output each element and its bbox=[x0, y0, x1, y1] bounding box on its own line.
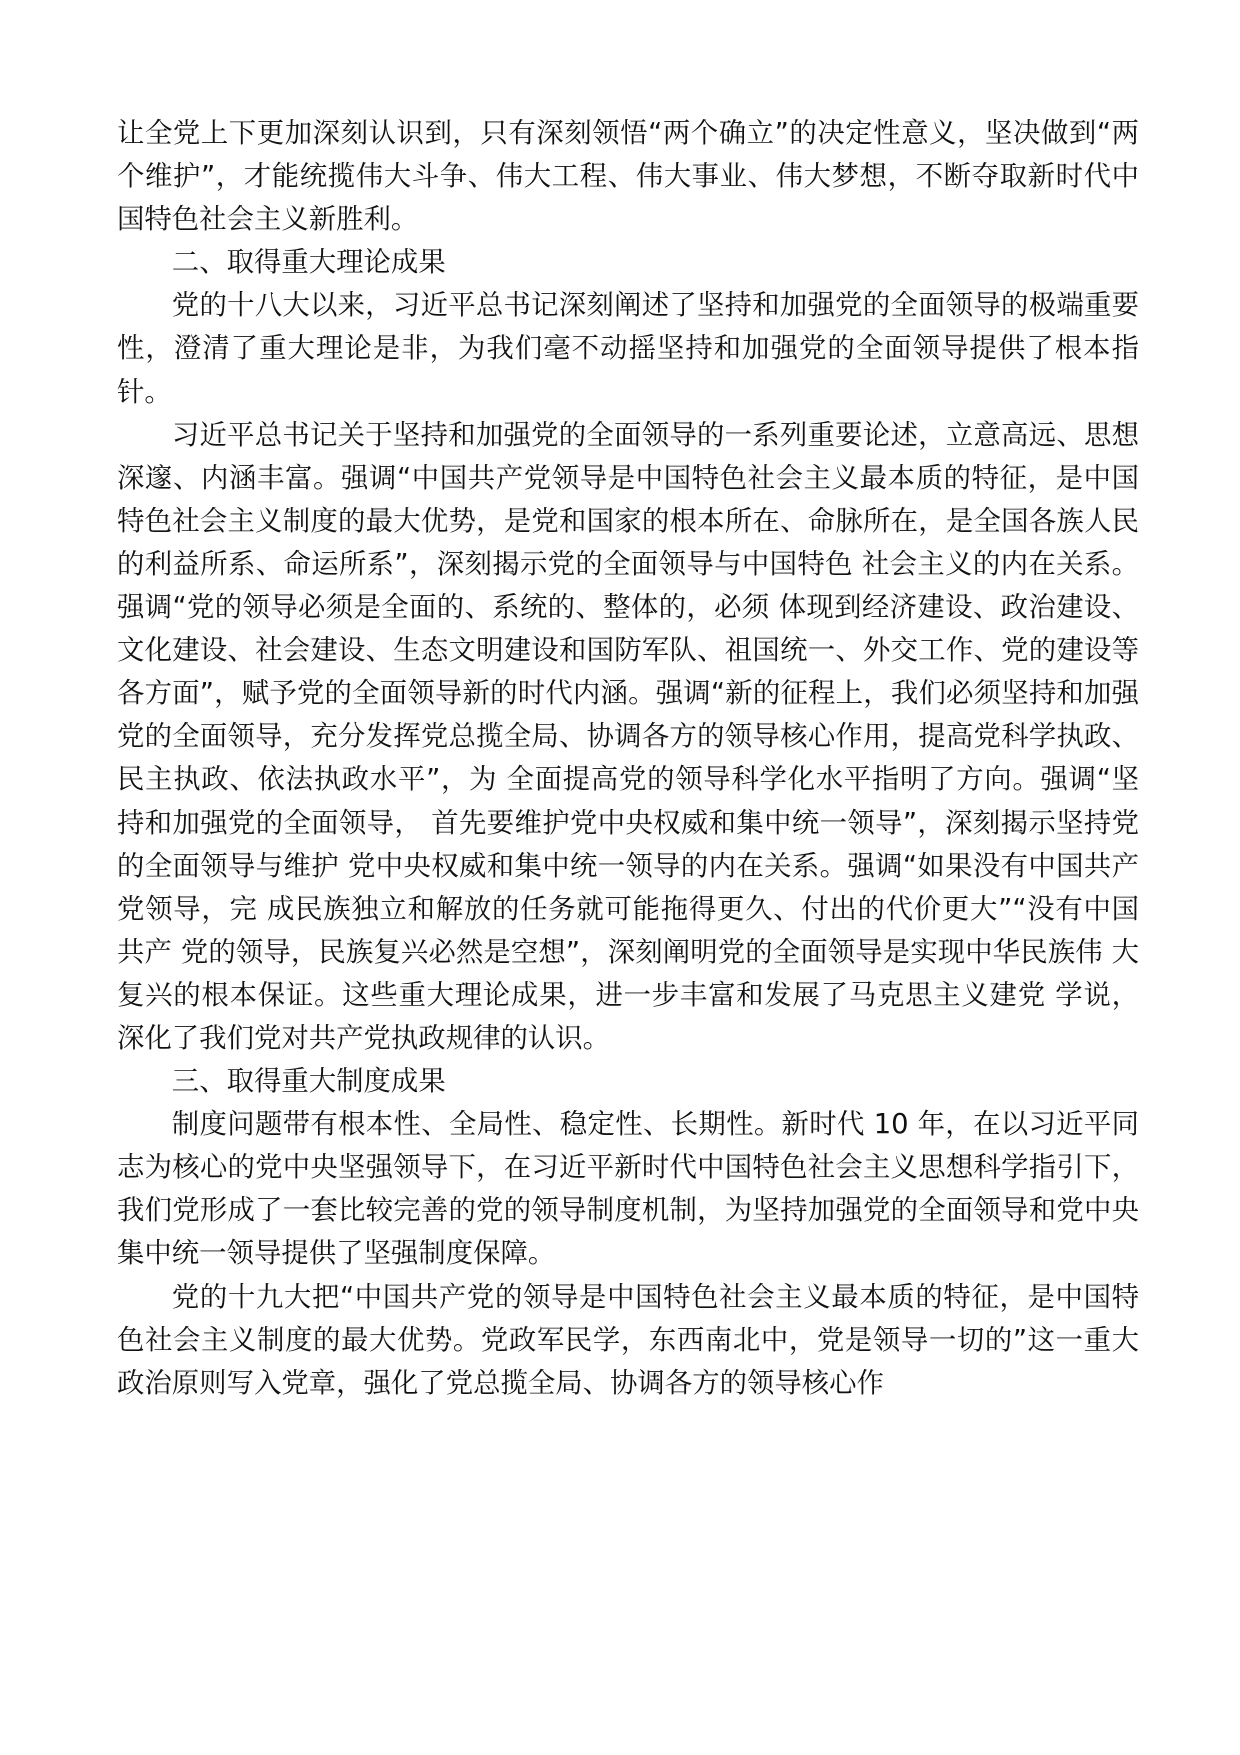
document-body bbox=[117, 112, 1139, 1405]
section-heading-theory: 二、取得重大理论成果 bbox=[171, 247, 446, 279]
paragraph: 党的十八大以来，习近平总书记深刻阐述了坚持和加强党的全面领导的极端重要性，澄清了重大理论是非，为我们毫不动摇坚持和加强党的全面领导提供了根本指针。 bbox=[117, 290, 1139, 408]
paragraph: 习近平总书记关于坚持和加强党的全面领导的一系列重要论述，立意高远、思想深邃、内涵丰富。强调“中国共产党领导是中国特色社会主义最本质的特征，是中国特色社会主义制度的最大优势，是党和国家的根本所在、命脉所在，是全国各族人民的利益所系、命运所系”，深刻揭示党的全面领导与中国特色 社会主义的内在关系。强调“党的领导必须是全面的、系统的、整体的，必须 体现到经济建设、政治建设、文化建设、社会建设、生态文明建设和国防军队、祖国统一、外交工作、党的建设等各方面”，赋予党的全面领导新的时代内涵。强调“新的征程上，我们必须坚持和加强党的全面领导，充分发挥党总揽全局、协调各方的领导核心作用，提高党科学执政、民主执政、依法执政水平”，为 全面提高党的领导科学化水平指明了方向。强调“坚持和加强党的全面领导， 首先要维护党中央权威和集中统一领导”，深刻揭示坚持党的全面领导与维护 党中央权威和集中统一领导的内在关系。强调“如果没有中国共产党领导，完 成民族独立和解放的任务就可能拖得更久、付出的代价更大”“没有中国共产 党的领导，民族复兴必然是空想”，深刻阐明党的全面领导是实现中华民族伟 大复兴的根本保证。这些重大理论成果，进一步丰富和发展了马克思主义建党 学说，深化了我们党对共产党执政规律的认识。 bbox=[117, 419, 1139, 1054]
paragraph-continuation: 让全党上下更加深刻认识到，只有深刻领悟“两个确立”的决定性意义，坚决做到“两个维护”，才能统揽伟大斗争、伟大工程、伟大事业、伟大梦想，不断夺取新时代中国特色社会主义新胜利。 bbox=[117, 118, 1139, 236]
paragraph: 制度问题带有根本性、全局性、稳定性、长期性。新时代 10 年，在以习近平同志为核心的党中央坚强领导下，在习近平新时代中国特色社会主义思想科学指引下，我们党形成了一套比较完善的党的领导制度机制，为坚持加强党的全面领导和党中央集中统一领导提供了坚强制度保障。 bbox=[117, 1109, 1139, 1270]
paragraph: 党的十九大把“中国共产党的领导是中国特色社会主义最本质的特征，是中国特色社会主义制度的最大优势。党政军民学，东西南北中，党是领导一切的”这一重大政治原则写入党章，强化了党总揽全局、协调各方的领导核心作 bbox=[117, 1281, 1139, 1399]
section-heading-system: 三、取得重大制度成果 bbox=[171, 1066, 446, 1098]
